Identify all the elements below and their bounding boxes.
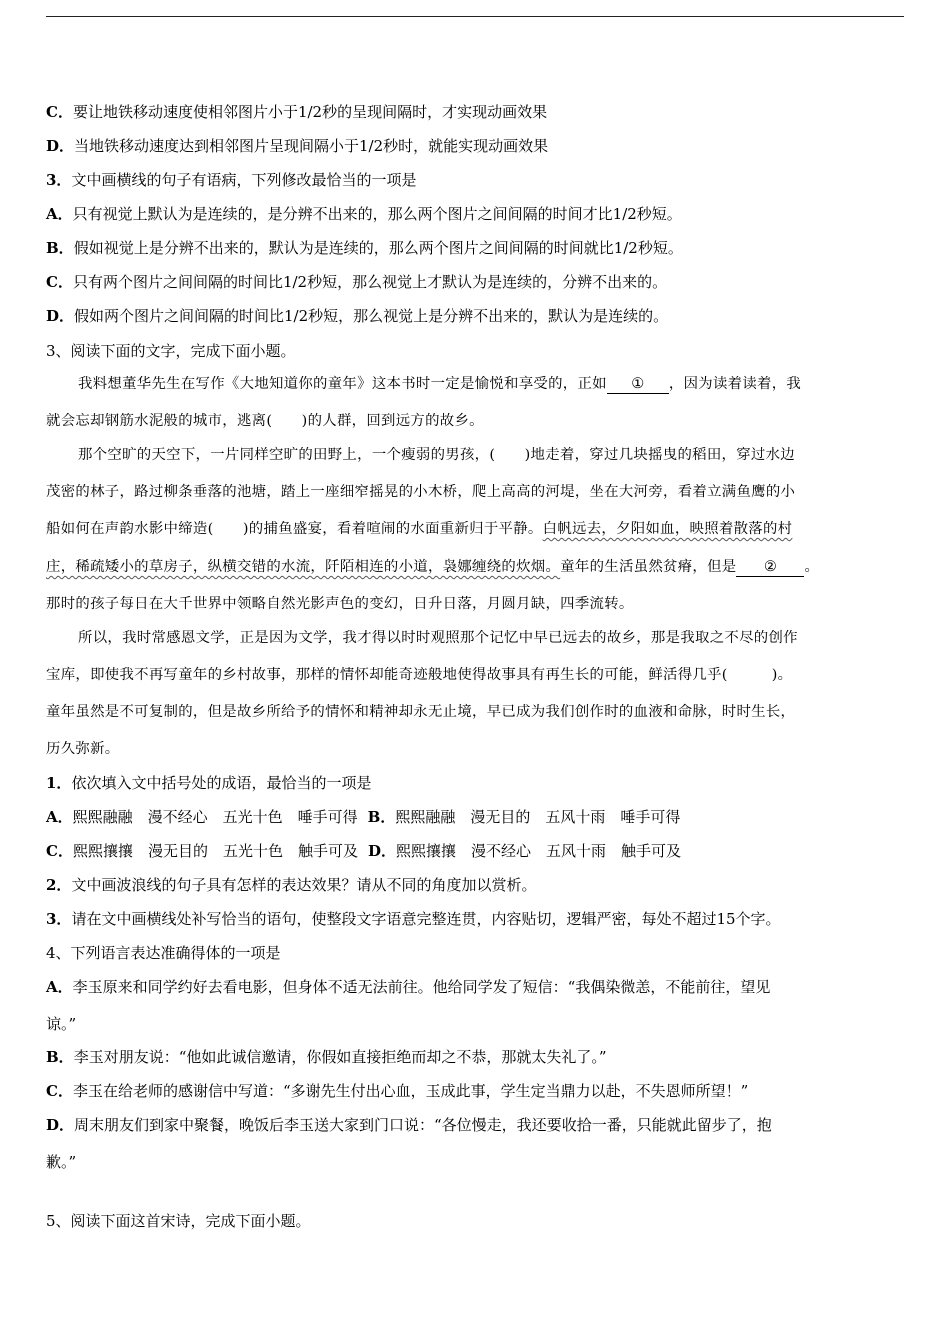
passage-p3-line1: 所以，我时常感恩文学，正是因为文学，我才得以时时观照那个记忆中早已远去的故乡，那是我取之不尽的创作	[78, 630, 798, 646]
q3-option-c: C．只有两个图片之间间隔的时间比1/2秒短，那么视觉上才默认为是连续的，分辨不出来的。	[46, 273, 668, 291]
s4-option-c: C．李玉在给老师的感谢信中写道：“多谢先生付出心血，玉成此事，学生定当鼎力以赴，不失恩师所望！”	[46, 1082, 749, 1100]
q3-option-d: D．假如两个图片之间间隔的时间比1/2秒短，那么视觉上是分辨不出来的，默认为是连续的。	[46, 307, 669, 325]
q2-option-d: D．当地铁移动速度达到相邻图片呈现间隔小于1/2秒时，就能实现动画效果	[46, 137, 549, 155]
wavy-sentence-part1: 白帆远去，夕阳如血，映照着散落的村	[542, 521, 793, 537]
s3-q1-stem: 1．依次填入文中括号处的成语，最恰当的一项是	[46, 774, 372, 792]
s3-q1-options-cd: C．熙熙攘攘 漫无目的 五光十色 触手可及 D．熙熙攘攘 漫不经心 五风十雨 触手可及	[46, 842, 681, 860]
passage-p2-line4: 庄，稀疏矮小的草房子，纵横交错的水流，阡陌相连的小道，袅娜缠绕的炊烟。童年的生活虽然贫瘠，但是 ② 。	[46, 559, 820, 575]
q3-stem: 3．文中画横线的句子有语病，下列修改最恰当的一项是	[46, 171, 417, 189]
q3-option-b: B．假如视觉上是分辨不出来的，默认为是连续的，那么两个图片之间间隔的时间就比1/2秒短。	[46, 239, 683, 257]
passage-p2-line3: 船如何在声韵水影中缔造( )的捕鱼盛宴，看着喧闹的水面重新归于平静。白帆远去，夕阳如血，映照着散落的村	[46, 521, 793, 537]
passage-p2-line2: 茂密的林子，路过柳条垂落的池塘，踏上一座细窄摇晃的小木桥，爬上高高的河堤，坐在大河旁，看着立满鱼鹰的小	[46, 484, 796, 500]
s4-option-d-line2: 歉。”	[46, 1153, 77, 1171]
passage-p3-line2: 宝库，即使我不再写童年的乡村故事，那样的情怀却能奇迹般地使得故事具有再生长的可能，鲜活得几乎( )。	[46, 667, 793, 683]
passage-p3-line4: 历久弥新。	[46, 741, 120, 757]
wavy-sentence-part2: 庄，稀疏矮小的草房子，纵横交错的水流，阡陌相连的小道，袅娜缠绕的炊烟。	[46, 559, 561, 575]
header-rule	[46, 16, 904, 17]
q2-option-c: C．要让地铁移动速度使相邻图片小于1/2秒的呈现间隔时，才实现动画效果	[46, 103, 548, 121]
blank-1: ①	[607, 375, 669, 394]
s4-option-a-line2: 谅。”	[46, 1015, 77, 1033]
s4-option-d-line1: D．周末朋友们到家中聚餐，晚饭后李玉送大家到门口说：“各位慢走，我还要收拾一番，只能就此留步了，抱	[46, 1116, 772, 1134]
passage-p2-line1: 那个空旷的天空下，一片同样空旷的田野上，一个瘦弱的男孩，( )地走着，穿过几块摇曳的稻田，穿过水边	[78, 447, 795, 463]
section4-heading: 4、下列语言表达准确得体的一项是	[46, 944, 281, 962]
s4-option-a-line1: A．李玉原来和同学约好去看电影，但身体不适无法前往。他给同学发了短信：“我偶染微恙，不能前往，望见	[46, 978, 771, 996]
passage-p2-line5: 那时的孩子每日在大千世界中领略自然光影声色的变幻，日升日落，月圆月缺，四季流转。	[46, 596, 634, 612]
q3-option-a: A．只有视觉上默认为是连续的，是分辨不出来的，那么两个图片之间间隔的时间才比1/2秒短。	[46, 205, 682, 223]
blank-2: ②	[736, 558, 804, 577]
section3-heading: 3、阅读下面的文字，完成下面小题。	[46, 342, 296, 360]
section5-heading: 5、阅读下面这首宋诗，完成下面小题。	[46, 1212, 311, 1230]
s3-q2-stem: 2．文中画波浪线的句子具有怎样的表达效果？请从不同的角度加以赏析。	[46, 876, 537, 894]
passage-p1-line1: 我料想董华先生在写作《大地知道你的童年》这本书时一定是愉悦和享受的，正如 ① ，因为读着读着，我	[78, 376, 802, 392]
s3-q1-options-ab: A．熙熙融融 漫不经心 五光十色 唾手可得 B．熙熙融融 漫无目的 五风十雨 唾手可得	[46, 808, 681, 826]
passage-p3-line3: 童年虽然是不可复制的，但是故乡所给予的情怀和精神却永无止境，早已成为我们创作时的血液和命脉，时时生长，	[46, 704, 796, 720]
s3-q3-stem: 3．请在文中画横线处补写恰当的语句，使整段文字语意完整连贯，内容贴切，逻辑严密，每处不超过15个字。	[46, 910, 781, 928]
s4-option-b: B．李玉对朋友说：“他如此诚信邀请，你假如直接拒绝而却之不恭，那就太失礼了。”	[46, 1048, 607, 1066]
passage-p1-line2: 就会忘却钢筋水泥般的城市，逃离( )的人群，回到远方的故乡。	[46, 413, 484, 429]
